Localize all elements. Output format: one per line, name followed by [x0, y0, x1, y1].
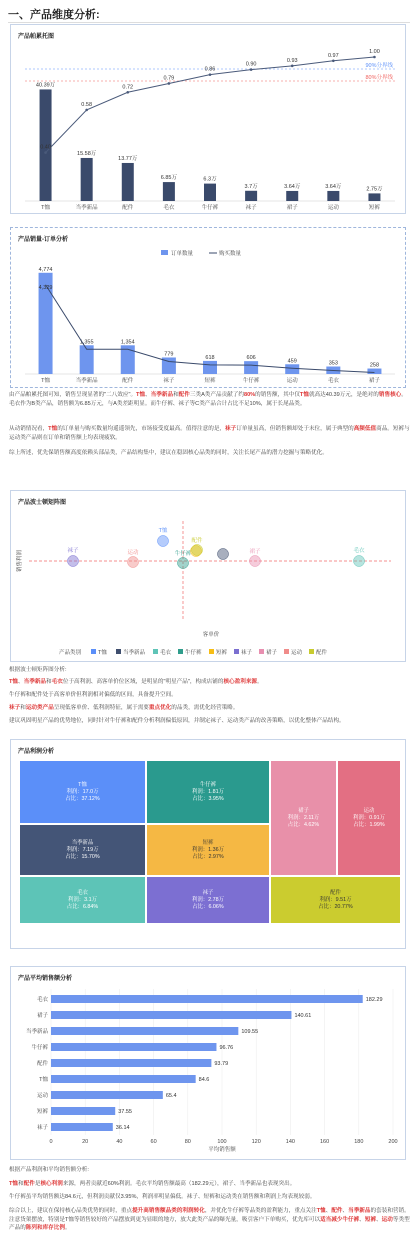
text-segment: 。: [257, 679, 263, 685]
orders-bar-label: 1,355: [79, 339, 94, 346]
avg-y-tick: 毛衣: [36, 997, 48, 1003]
bcg-bubble-label: 毛衣: [353, 548, 365, 554]
pareto-bar-label: 6.85万: [160, 175, 177, 182]
avg-bar-label: 140.61: [294, 1013, 312, 1019]
highlight-keyword: 毛衣: [51, 679, 63, 685]
text-segment: 等类型产品的: [9, 1216, 410, 1232]
avg-bar-label: 37.55: [118, 1109, 132, 1115]
avg-y-tick: 当季新品: [25, 1029, 48, 1035]
bcg-bubble-label: 配件: [191, 538, 203, 544]
highlight-keyword: 短裤: [364, 1216, 377, 1223]
avg-bar: [51, 1123, 113, 1131]
text-segment: ，并优化牛仔裤等品类的盈利能力，重点关注: [204, 1208, 317, 1214]
treemap-cell-label: 利润：9.51万: [319, 896, 352, 903]
highlight-keyword: 高频低值: [353, 426, 377, 432]
legend-swatch-orders: [161, 250, 168, 255]
cumulative-label: 0.72: [122, 84, 134, 91]
profit-title: 产品利润分析: [18, 749, 55, 755]
avg-y-tick: 裙子: [36, 1013, 48, 1019]
orders-x-tick: 毛衣: [327, 378, 339, 384]
avg-bar-label: 109.55: [241, 1029, 259, 1035]
treemap-cell-label: 当季新品: [71, 839, 94, 846]
bcg-analysis-heading: 根据波士顿矩阵图分析:: [9, 667, 67, 673]
pareto-x-tick: T恤: [41, 205, 50, 211]
avg-y-tick: T恤: [39, 1077, 48, 1083]
treemap-cell-label: 牛仔裤: [199, 781, 217, 788]
bcg-bubble: [354, 556, 365, 567]
treemap-cell: [19, 824, 146, 876]
avg-y-tick: 袜子: [36, 1125, 48, 1131]
page-title: 一、产品维度分析:: [8, 9, 100, 21]
treemap-cell-label: 占比：6.84%: [66, 903, 99, 910]
treemap-cell-label: 占比：15.70%: [65, 853, 100, 860]
treemap-cell-label: 裙子: [298, 807, 309, 814]
cumulative-label: 0.79: [163, 75, 175, 82]
text-segment: 商品。短裤与运动类产品则在订单和销售额上均表现疲软。: [9, 426, 410, 441]
orders-x-tick: 短裤: [204, 378, 216, 384]
highlight-keyword: T恤: [136, 392, 146, 398]
avg-y-tick: 配件: [36, 1061, 48, 1067]
avg-x-tick: 60: [150, 1139, 157, 1145]
treemap-cell: [146, 760, 270, 824]
bcg-legend-label: 裙子: [266, 650, 278, 656]
orders-title: 产品销量-订单分析: [18, 237, 68, 243]
bcg-legend-swatch: [178, 649, 183, 654]
pareto-bar-label: 6.3万: [203, 176, 217, 183]
summary-text-1: 综上所述，优先保销售额高度依赖头部品类，产品结构集中，建议在稳固核心品类的同时，关注长尾产品的潜力挖掘与策略优化。: [9, 450, 328, 456]
treemap-cell-label: 利润：0.91万: [352, 814, 386, 821]
highlight-keyword: 核心盈利来源: [223, 679, 258, 685]
pareto-x-tick: 当季新品: [75, 205, 98, 211]
highlight-keyword: T恤: [316, 1208, 326, 1214]
pareto-bar-label: 40.39万: [35, 82, 56, 89]
bcg-bubble-label: 运动: [127, 550, 139, 556]
treemap-cell-label: 占比：20.77%: [318, 903, 353, 910]
bcg-socks-text: [9, 704, 411, 713]
avg-bar-label: 65.4: [165, 1093, 177, 1099]
highlight-keyword: 当季新品: [348, 1208, 371, 1214]
bcg-x-label: 客单价: [202, 632, 220, 638]
pareto-bar-label: 3.64万: [284, 183, 301, 190]
text-segment: 和: [20, 705, 26, 711]
treemap-cell-label: 运动: [363, 807, 375, 814]
pareto-bar: [368, 193, 380, 201]
pareto-x-tick: 运动: [327, 205, 339, 211]
bcg-y-label: 销售利润: [17, 549, 23, 573]
cumulative-label: 0.97: [327, 52, 339, 59]
orders-bar: [203, 361, 217, 374]
treemap-cell: [146, 876, 270, 924]
avg-y-tick: 牛仔裤: [31, 1045, 48, 1051]
text-segment: 就高达40.39万元，是绝对的: [308, 392, 379, 398]
orders-bar-label: 4,774: [38, 266, 53, 273]
treemap-cell-label: 占比：6.06%: [192, 903, 224, 910]
bcg-chart: [11, 491, 407, 663]
pareto-bar-label: 3.7万: [244, 183, 258, 190]
title-divider: [8, 22, 410, 23]
avg-x-label: 平均销售额: [208, 1147, 236, 1153]
cumulative-label: 0.86: [204, 66, 216, 73]
text-segment: 、: [325, 1208, 332, 1214]
text-segment: 来源，两者贡献近60%利润。毛衣平均销售额最高（182.29元），裙子、当季新品也表现突出。: [62, 1181, 296, 1187]
text-segment: 三类A类产品贡献了约: [189, 392, 244, 398]
text-segment: 由产品帕累托图可知，销售呈现显著的"二八效应"。: [9, 392, 137, 398]
orders-bar-label: 606: [246, 355, 256, 362]
bcg-bubble: [250, 556, 261, 567]
bcg-legend-title: 产品类别: [59, 650, 82, 656]
bcg-card: [10, 490, 406, 662]
cumulative-point: [250, 68, 253, 71]
bcg-legend-swatch: [116, 649, 121, 654]
profit-jeans-text: 牛仔裤虽平均销售额达84.6元，但利润贡献仅3.95%，利润率明显偏低。袜子、短裤和运动类在销售额和利润上均表现较弱。: [9, 1194, 316, 1200]
profit-analysis-heading: 根据产品利润和平均销售额分析:: [9, 1167, 89, 1173]
bcg-title: 产品波士顿矩阵图: [18, 500, 67, 506]
pareto-bar-label: 13.77万: [118, 155, 138, 162]
highlight-keyword: 重点优化: [148, 705, 172, 711]
bcg-star-text: [9, 678, 411, 687]
bcg-legend-label: 牛仔裤: [185, 650, 202, 656]
profit-card: [10, 739, 406, 949]
pareto-title: 产品帕累托图: [18, 34, 55, 40]
pareto-bar: [122, 163, 134, 201]
text-segment: 的品类，需优化经营策略。: [171, 705, 239, 711]
highlight-keyword: 80%: [243, 392, 256, 398]
treemap-cell: [270, 876, 401, 924]
bcg-bubble-label: 牛仔裤: [174, 551, 192, 557]
pareto-x-tick: 毛衣: [163, 205, 175, 211]
treemap-cell-label: 利润：1.36万: [191, 846, 225, 853]
bcg-bubble: [218, 549, 229, 560]
treemap-cell-label: T恤: [78, 781, 87, 788]
avg-x-tick: 40: [116, 1139, 123, 1145]
highlight-keyword: 运动类产品: [25, 705, 54, 711]
bcg-legend-label: 短裤: [216, 650, 228, 656]
bcg-legend-swatch: [309, 649, 314, 654]
pareto-x-tick: 牛仔裤: [201, 205, 219, 211]
text-segment: 从动销情况看，: [9, 426, 49, 432]
treemap-cell-label: 利润：3.1万: [67, 896, 98, 903]
treemap-cell-label: 占比：3.95%: [192, 795, 224, 802]
text-segment: 和: [18, 1181, 24, 1187]
highlight-keyword: 核心利润: [40, 1181, 63, 1187]
highlight-keyword: 陈列和库存比例: [25, 1225, 65, 1232]
line-80-label: 80%分界线: [365, 75, 393, 81]
line-90-label: 90%分界线: [365, 63, 393, 69]
pareto-x-tick: 短裤: [368, 205, 380, 211]
cumulative-label: 0.40: [40, 144, 51, 151]
text-segment: 的销售额，其中仅: [255, 392, 300, 398]
bcg-legend-swatch: [91, 649, 96, 654]
bcg-bubble: [68, 556, 79, 567]
avg-bar: [51, 995, 363, 1003]
highlight-keyword: T恤: [299, 392, 309, 398]
avg-y-tick: 短裤: [36, 1109, 48, 1115]
bcg-legend-label: 毛衣: [160, 650, 172, 656]
cumulative-label: 0.58: [81, 101, 93, 108]
avg-x-tick: 120: [251, 1139, 261, 1145]
orders-x-tick: T恤: [41, 378, 50, 384]
pareto-chart: [11, 25, 407, 215]
avg-card: [10, 966, 406, 1160]
text-segment: 订单量虽高，但销售额却处于末位，属于典型的: [236, 426, 354, 432]
highlight-keyword: 提升高销售额品类的利润转化: [132, 1208, 205, 1214]
treemap-cell-label: 毛衣: [77, 889, 88, 896]
cumulative-point: [291, 65, 294, 68]
avg-x-tick: 140: [285, 1139, 295, 1145]
bcg-legend-label: T恤: [98, 650, 107, 656]
text-segment: 和: [46, 679, 52, 685]
pareto-bar-label: 2.75万: [366, 186, 383, 193]
orders-x-tick: 运动: [286, 378, 298, 384]
cumulative-label: 0.90: [245, 61, 257, 68]
pareto-bar: [163, 182, 175, 201]
highlight-keyword: 当季新品: [23, 679, 47, 685]
avg-title: 产品平均销售额分析: [18, 976, 73, 982]
text-segment: 、: [376, 1216, 382, 1223]
pareto-x-tick: 袜子: [245, 205, 257, 211]
pareto-bar: [81, 158, 93, 201]
bcg-legend-swatch: [234, 649, 239, 654]
treemap-cell-label: 利润：1.81万: [191, 788, 225, 795]
orders-x-tick: 牛仔裤: [242, 378, 260, 384]
treemap-cell: [146, 824, 270, 876]
orders-bar-label: 1,354: [120, 339, 135, 346]
orders-bar: [244, 361, 258, 374]
text-segment: 的订单量与购买数量均遥遥领先，市场接受度最高。值得注意的是，: [57, 426, 226, 432]
avg-bar: [51, 1075, 196, 1083]
treemap-cell: [19, 760, 146, 824]
avg-bar: [51, 1043, 216, 1051]
orders-x-tick: 配件: [122, 378, 134, 384]
pareto-bar: [245, 191, 257, 201]
avg-x-tick: 20: [82, 1139, 89, 1145]
highlight-keyword: 配件: [331, 1208, 343, 1214]
bcg-bubble: [158, 536, 169, 547]
treemap-cell: [270, 760, 337, 876]
cumulative-point: [85, 109, 88, 112]
cumulative-point: [168, 82, 171, 85]
orders-x-tick: 裙子: [368, 378, 380, 384]
text-segment: 。毛衣作为B类产品，销售额为6.85万元，与A类差距明显。而牛仔裤、袜子等C类产品合计占比不足10%，属于长尾品类。: [9, 392, 407, 407]
avg-x-tick: 80: [184, 1139, 191, 1145]
orders-bar-label: 353: [328, 360, 338, 367]
highlight-keyword: 配件: [23, 1181, 35, 1187]
cumulative-point: [332, 59, 335, 62]
avg-x-tick: 200: [388, 1139, 398, 1145]
treemap-cell-label: 占比：37.12%: [65, 795, 100, 802]
avg-bar-label: 182.29: [365, 997, 383, 1003]
treemap-cell-label: 利润：2.78万: [191, 896, 225, 903]
orders-bar-label: 618: [205, 354, 215, 361]
text-segment: 呈现低客单价、低利润特征，属于需要: [53, 705, 149, 711]
highlight-keyword: 当季新品: [150, 392, 174, 398]
treemap-cell: [19, 876, 146, 924]
highlight-keyword: 袜子: [9, 705, 21, 711]
bcg-legend-label: 当季新品: [123, 650, 146, 656]
orders-x-tick: 当季新品: [75, 378, 98, 384]
bcg-legend-label: 配件: [316, 650, 328, 656]
text-segment: 综合以上，建议在保持核心品类优势的同时，重点: [9, 1208, 133, 1214]
text-segment: 、: [145, 392, 151, 398]
avg-bar-label: 96.76: [219, 1045, 234, 1051]
avg-bar: [51, 1091, 163, 1099]
bcg-legend-swatch: [284, 649, 289, 654]
profit-advice-text: [9, 1207, 411, 1233]
bcg-jeans-text: 牛仔裤和配件处于高客单价但利润相对偏低的区间，具备提升空间。: [9, 692, 177, 698]
bcg-bubble-label: 袜子: [67, 548, 79, 554]
pareto-bar-label: 3.64万: [325, 183, 342, 190]
bcg-advice-text: 建议巩固明星产品的优势地位，同时针对牛仔裤和配件分析利润偏低原因，并制定袜子、运动类产品的改善策略，以优化整体产品结构。: [9, 718, 345, 724]
bcg-bubble: [192, 545, 203, 556]
avg-y-tick: 运动: [36, 1093, 48, 1099]
buy-quantity-label: 4,329: [38, 284, 53, 291]
legend-label-orders: 订单数量: [171, 251, 194, 257]
pareto-x-tick: 裙子: [286, 205, 298, 211]
avg-bar-label: 36.14: [115, 1125, 130, 1131]
avg-bar: [51, 1027, 238, 1035]
orders-bar: [367, 369, 381, 374]
bcg-bubble: [178, 558, 189, 569]
treemap-cell-label: 利润：7.19万: [66, 846, 99, 853]
pareto-card: [10, 24, 406, 214]
text-segment: 是: [34, 1181, 41, 1187]
cumulative-label: 0.93: [286, 57, 298, 64]
orders-analysis-text: [9, 425, 411, 442]
orders-card: [10, 227, 406, 388]
highlight-keyword: T恤: [9, 679, 19, 685]
highlight-keyword: 配件: [178, 392, 190, 398]
treemap-cell-label: 袜子: [202, 889, 214, 896]
highlight-keyword: 运动: [381, 1216, 393, 1223]
text-segment: 、: [18, 679, 24, 685]
cumulative-point: [373, 56, 376, 59]
highlight-keyword: T恤: [9, 1181, 19, 1187]
legend-label-buy: 购买数量: [219, 251, 242, 257]
highlight-keyword: 销售核心: [378, 392, 402, 398]
bcg-bubble-label: T恤: [158, 528, 168, 534]
bcg-legend-swatch: [209, 649, 214, 654]
pareto-bar-label: 15.58万: [77, 150, 97, 157]
text-segment: 的套装和营销。注意货架摆放，特别是T恤等销售较好的产品摆放到更为显眼的地方，放大此类产品的曝光量，吸引客户下单购买，优先库可以: [9, 1208, 410, 1223]
orders-bar: [285, 364, 299, 374]
bcg-legend-label: 运动: [291, 650, 303, 656]
bcg-legend-swatch: [153, 649, 158, 654]
highlight-keyword: 袜子: [225, 426, 237, 432]
text-segment: 、: [342, 1208, 349, 1214]
avg-x-tick: 0: [49, 1139, 53, 1145]
avg-bar: [51, 1107, 115, 1115]
avg-bar: [51, 1011, 291, 1019]
pareto-analysis-text-body: [9, 391, 411, 408]
highlight-keyword: T恤: [48, 426, 58, 432]
pareto-bar: [286, 191, 298, 201]
orders-x-tick: 袜子: [163, 378, 175, 384]
treemap-cell-label: 占比：1.99%: [353, 821, 385, 828]
orders-bar-label: 459: [287, 358, 297, 365]
pareto-x-tick: 配件: [122, 205, 134, 211]
bcg-bubble-label: 裙子: [249, 549, 261, 555]
avg-chart: [11, 967, 407, 1161]
cumulative-point: [209, 73, 212, 76]
highlight-keyword: 适当减少牛仔裤: [320, 1216, 360, 1223]
profit-core-text: [9, 1180, 411, 1189]
treemap-cell-label: 占比：2.97%: [192, 853, 224, 860]
text-segment: 位于高利润、高客单价位区域，是明显的"明星产品"，构成店铺的: [62, 679, 224, 685]
bcg-legend-label: 袜子: [241, 650, 253, 656]
bcg-bubble: [128, 557, 139, 568]
cumulative-label: 1.00: [369, 49, 380, 55]
avg-bar-label: 93.79: [214, 1061, 229, 1067]
avg-bar-label: 84.6: [198, 1077, 210, 1083]
avg-bar: [51, 1059, 211, 1067]
text-segment: 、: [359, 1216, 365, 1223]
treemap-cell-label: 配件: [330, 889, 341, 896]
treemap-cell-label: 利润：17.0万: [66, 788, 99, 795]
orders-bar-label: 258: [369, 362, 380, 369]
text-segment: 。: [64, 1225, 71, 1232]
pareto-bar: [204, 184, 216, 201]
orders-chart: [11, 228, 407, 389]
treemap-cell: [337, 760, 401, 876]
treemap-cell-label: 短裤: [202, 839, 214, 846]
treemap-cell-label: 利润：2.11万: [287, 814, 320, 821]
avg-x-tick: 160: [320, 1139, 330, 1145]
treemap-cell-label: 占比：4.62%: [287, 821, 320, 828]
avg-x-tick: 100: [217, 1139, 227, 1145]
cumulative-point: [44, 151, 47, 154]
cumulative-point: [126, 91, 129, 94]
avg-x-tick: 180: [354, 1139, 364, 1145]
bcg-legend-swatch: [259, 649, 264, 654]
text-segment: 和: [173, 392, 179, 398]
orders-bar-label: 779: [164, 351, 174, 358]
pareto-bar: [327, 191, 339, 201]
